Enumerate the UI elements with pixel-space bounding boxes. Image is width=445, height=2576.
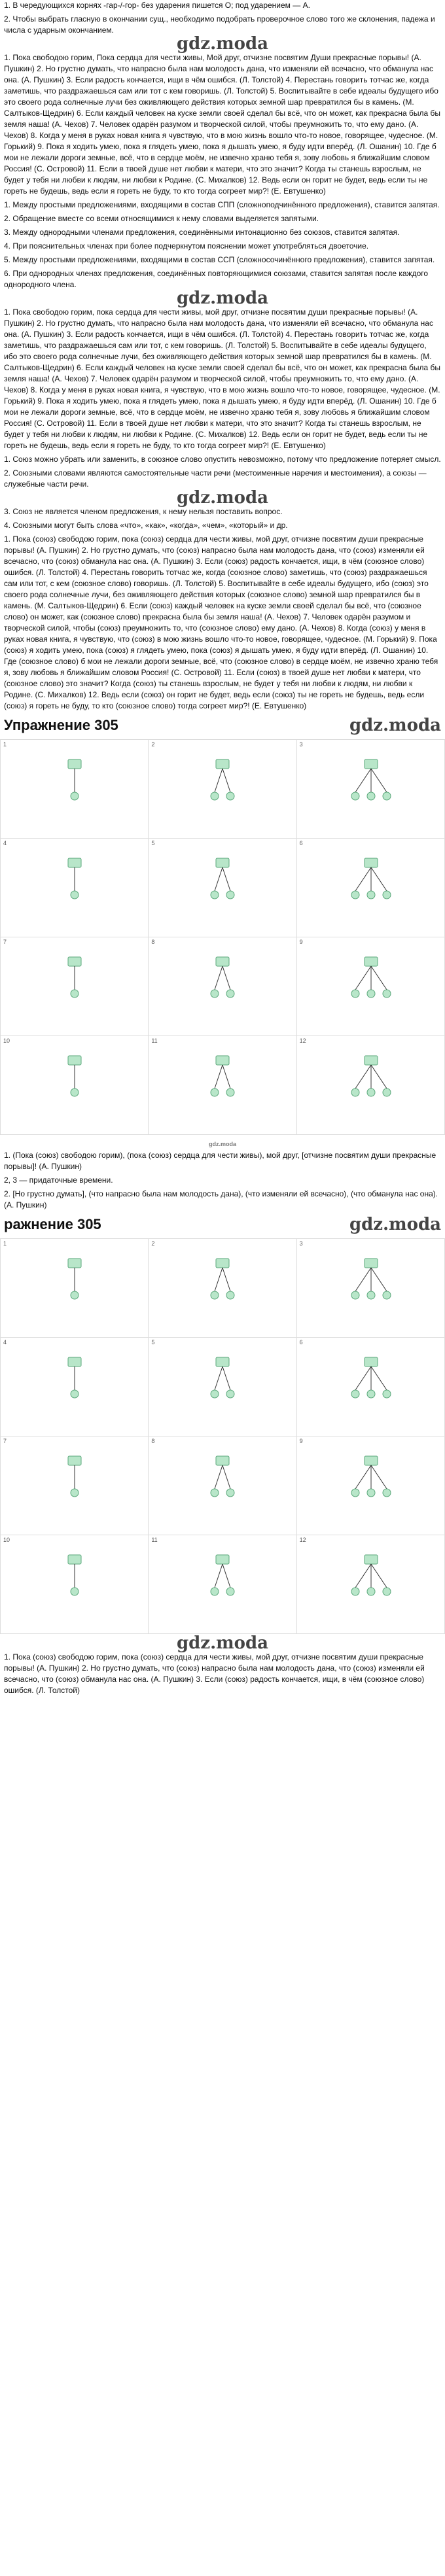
scheme-arrow: [222, 1366, 230, 1390]
scheme-arrow: [355, 966, 371, 990]
diagram-number: 6: [299, 1339, 303, 1346]
main-clause-box: [68, 858, 81, 867]
sentence-scheme-diagram: [1, 740, 149, 838]
scheme-arrow: [355, 867, 371, 891]
diagram-cell: [297, 740, 445, 839]
paragraph: 4. Союзными могут быть слова «что», «как», «когда», «чем», «который» и др.: [4, 521, 288, 530]
section-title: ражнение 305: [4, 1216, 101, 1232]
sentence-scheme-diagram: [149, 1535, 296, 1633]
sentence-scheme-diagram: [297, 740, 445, 838]
scheme-arrow: [215, 1564, 222, 1588]
watermark: gdz.moda: [176, 1633, 269, 1653]
middle-text: [0, 1139, 445, 1211]
sentence-scheme-diagram: [149, 740, 296, 838]
subordinate-clause-circle: [211, 792, 219, 800]
main-clause-box: [68, 1056, 81, 1065]
diagram-cell: [149, 1036, 296, 1135]
diagram-number: 7: [3, 1438, 7, 1444]
sentence-scheme-diagram: [149, 1036, 296, 1134]
main-clause-box: [68, 1456, 81, 1465]
sentence-scheme-diagram: [1, 839, 149, 937]
intro-text: [0, 0, 445, 712]
main-clause-box: [365, 759, 378, 769]
scheme-arrow: [371, 1268, 387, 1291]
diagram-cell: [1, 1338, 149, 1436]
diagram-cell: [149, 937, 296, 1036]
scheme-arrow: [222, 1065, 230, 1088]
sentence-scheme-diagram: [1, 1436, 149, 1535]
subordinate-clause-circle: [71, 1390, 79, 1398]
scheme-arrow: [222, 769, 230, 792]
watermark-small: gdz.moda: [209, 1141, 236, 1147]
main-clause-box: [68, 1555, 81, 1564]
subordinate-clause-circle: [211, 891, 219, 899]
diagram-number: 9: [299, 1438, 303, 1444]
main-clause-box: [68, 1259, 81, 1268]
main-clause-box: [216, 1056, 229, 1065]
subordinate-clause-circle: [226, 1588, 234, 1595]
main-clause-box: [365, 858, 378, 867]
subordinate-clause-circle: [383, 792, 391, 800]
scheme-arrow: [355, 1268, 371, 1291]
main-clause-box: [365, 1456, 378, 1465]
watermark: gdz.moda: [176, 34, 269, 54]
subordinate-clause-circle: [226, 1390, 234, 1398]
main-clause-box: [365, 1357, 378, 1366]
scheme-arrow: [215, 966, 222, 990]
paragraph: 6. При однородных членах предложения, соединённых повторяющимися союзами, ставится запятая после каждого однородного члена.: [4, 269, 429, 289]
paragraph: 1. (Пока (союз) свободою горим), (пока (союз) сердца для чести живы), мой друг, [отчизне посвятим души прекрасные порывы]! (А. Пушкин): [4, 1151, 436, 1171]
diagram-cell: [1, 1535, 149, 1634]
main-clause-box: [365, 1259, 378, 1268]
subordinate-clause-circle: [367, 1489, 375, 1497]
subordinate-clause-circle: [383, 1489, 391, 1497]
subordinate-clause-circle: [351, 891, 359, 899]
diagram-number: 8: [151, 1438, 155, 1444]
sentence-scheme-diagram: [297, 937, 445, 1036]
diagram-number: 12: [299, 1037, 306, 1044]
subordinate-clause-circle: [367, 1390, 375, 1398]
diagram-cell: [1, 839, 149, 937]
subordinate-clause-circle: [367, 891, 375, 899]
scheme-arrow: [215, 867, 222, 891]
paragraph: 1. Пока свободою горим, пока сердца для чести живы, мой друг, отчизне посвятим души прекрасные порывы! (А. Пушкин) 2. Но грустно думать, что напрасно была нам молодость дана, что изменяли ей всечасно, что обманула нас она. (А. Пушкин) 3. Если радость кончается, ищи в чём ошибся. (Л. Толстой) 4. Перестань говорить тотчас же, когда заметишь, что раздражаешься сам или тот, с кем говоришь. (Л. Толстой) 5. Воспитывайте в себе идеалы будущего, ибо это своего рода солнечные лучи, без оживляющего действия которых земной шар превратился бы в камень. (М. Салтыков-Щедрин) 6. Если каждый человек на куске земли своей сделал бы всё, что он может, как прекрасна была бы земля наша! (А. Чехов) 7. Человек одарён разумом и творческой силой, чтобы преумножить то, что ему дано. (А. Чехов) 8. Когда у меня в руках новая книга, я чувствую, что в мою жизнь вошло что-то новое, говорящее, чудесное. (М. Горький) 9. Пока я ходить умею, пока я глядеть умею, пока я дышать умею, я буду идти вперёд. (Л. Ошанин) 10. Где б мои не лежали дороги земные, всё, что в сердце моём, не извечно храню тебя я, зову любовь я ближайшим словом Россия! (С. Островой) 11. Если в твоей душе нет любви к матери, что это значит? Когда ты станешь взрослым, не будет у тебя ни любви к людям, ни любви к Родине. (С. Михалков) 12. Ведь если он горит не будет, ведь если ты не гореть не будешь, ведь если я гореть не буду, то кто тогда согреет мир?! (Е. Евтушенко): [4, 307, 440, 450]
subordinate-clause-circle: [211, 1489, 219, 1497]
scheme-arrow: [371, 966, 387, 990]
scheme-arrow: [215, 769, 222, 792]
diagram-grid: [0, 1238, 445, 1634]
diagram-number: 6: [299, 840, 303, 846]
diagram-number: 7: [3, 939, 7, 945]
section-heading: [0, 716, 445, 735]
paragraph: 1. Союз можно убрать или заменить, в союзное слово опустить невозможно, потому что предложение потеряет смысл.: [4, 455, 441, 464]
subordinate-clause-circle: [71, 792, 79, 800]
subordinate-clause-circle: [226, 990, 234, 998]
subordinate-clause-circle: [71, 1588, 79, 1595]
scheme-arrow: [371, 1465, 387, 1489]
sentence-scheme-diagram: [1, 1338, 149, 1436]
subordinate-clause-circle: [383, 1588, 391, 1595]
section-title: Упражнение 305: [4, 717, 118, 733]
diagram-cell: [149, 1338, 296, 1436]
subordinate-clause-circle: [71, 1088, 79, 1096]
sentence-scheme-diagram: [149, 937, 296, 1036]
scheme-arrow: [222, 1465, 230, 1489]
paragraph: 1. В чередующихся корнях -гар-/-гор- без ударения пишется О; под ударением — А.: [4, 1, 310, 10]
subordinate-clause-circle: [383, 990, 391, 998]
main-clause-box: [365, 1056, 378, 1065]
subordinate-clause-circle: [211, 1588, 219, 1595]
main-clause-box: [216, 1456, 229, 1465]
diagram-number: 1: [3, 741, 7, 748]
sentence-scheme-diagram: [1, 1036, 149, 1134]
scheme-arrow: [222, 867, 230, 891]
diagram-cell: [297, 1436, 445, 1535]
diagram-number: 10: [3, 1537, 10, 1543]
diagram-cell: [1, 1036, 149, 1135]
diagram-number: 10: [3, 1037, 10, 1044]
diagram-cell: [149, 1239, 296, 1338]
subordinate-clause-circle: [71, 891, 79, 899]
subordinate-clause-circle: [226, 891, 234, 899]
sentence-scheme-diagram: [297, 1535, 445, 1633]
scheme-arrow: [371, 769, 387, 792]
main-clause-box: [365, 1555, 378, 1564]
diagram-cell: [149, 740, 296, 839]
diagram-number: 5: [151, 1339, 155, 1346]
main-clause-box: [216, 1357, 229, 1366]
paragraph: 4. При пояснительных членах при более подчеркнутом пояснении может употребляться двоеточие.: [4, 241, 369, 251]
scheme-arrow: [215, 1065, 222, 1088]
scheme-arrow: [215, 1268, 222, 1291]
subordinate-clause-circle: [351, 1088, 359, 1096]
diagram-cell: [297, 937, 445, 1036]
scheme-arrow: [355, 1366, 371, 1390]
subordinate-clause-circle: [226, 792, 234, 800]
subordinate-clause-circle: [383, 1291, 391, 1299]
bottom-text: [0, 1633, 445, 1696]
subordinate-clause-circle: [71, 990, 79, 998]
diagram-number: 11: [151, 1037, 158, 1044]
main-clause-box: [68, 957, 81, 966]
scheme-arrow: [355, 769, 371, 792]
subordinate-clause-circle: [351, 1489, 359, 1497]
main-clause-box: [216, 1555, 229, 1564]
scheme-arrow: [222, 966, 230, 990]
subordinate-clause-circle: [367, 1588, 375, 1595]
sentence-scheme-diagram: [297, 1239, 445, 1337]
diagram-number: 3: [299, 1240, 303, 1247]
paragraph: 1. Пока (союз) свободою горим, пока (союз) сердца для чести живы, мой друг, отчизне посвятим души прекрасные порывы! (А. Пушкин) 2. Но грустно думать, что (союз) напрасно была нам молодость дана, что (союз) изменяли ей всечасно, что (союз) обманула нас она. (А. Пушкин) 3. Если (союз) радость кончается, ищи, в чём (союзное слово) ошибся. (Л. Толстой): [4, 1652, 425, 1695]
diagram-cell: [1, 1239, 149, 1338]
watermark: gdz.moda: [176, 488, 269, 508]
paragraph: 2. Союзными словами являются самостоятельные части речи (местоименные наречия и местоимения), а союзы — служебные части речи.: [4, 468, 427, 489]
diagram-number: 5: [151, 840, 155, 846]
paragraph: 1. Между простыми предложениями, входящими в состав СПП (сложноподчинённого предложения), ставится запятая.: [4, 200, 440, 209]
scheme-arrow: [222, 1564, 230, 1588]
scheme-arrow: [215, 1465, 222, 1489]
main-clause-box: [68, 759, 81, 769]
diagram-cell: [297, 1036, 445, 1135]
sentence-scheme-diagram: [149, 1338, 296, 1436]
subordinate-clause-circle: [351, 1291, 359, 1299]
scheme-arrow: [371, 867, 387, 891]
subordinate-clause-circle: [367, 1291, 375, 1299]
paragraph: 5. Между простыми предложениями, входящими в состав ССП (сложносочинённого предложения), ставится запятая.: [4, 255, 435, 264]
diagram-number: 2: [151, 741, 155, 748]
scheme-arrow: [371, 1564, 387, 1588]
diagram-cell: [149, 1436, 296, 1535]
main-clause-box: [216, 957, 229, 966]
paragraph: 2, 3 — придаточные времени.: [4, 1175, 113, 1185]
diagram-cell: [1, 740, 149, 839]
sentence-scheme-diagram: [297, 1436, 445, 1535]
section-heading: [0, 1215, 445, 1234]
scheme-arrow: [222, 1268, 230, 1291]
subordinate-clause-circle: [211, 1291, 219, 1299]
subordinate-clause-circle: [367, 792, 375, 800]
sentence-scheme-diagram: [1, 1239, 149, 1337]
diagram-number: 4: [3, 1339, 7, 1346]
diagram-number: 3: [299, 741, 303, 748]
main-clause-box: [216, 759, 229, 769]
subordinate-clause-circle: [351, 1390, 359, 1398]
main-clause-box: [216, 858, 229, 867]
diagram-cell: [1, 1436, 149, 1535]
diagram-cell: [297, 839, 445, 937]
subordinate-clause-circle: [71, 1291, 79, 1299]
diagram-cell: [297, 1338, 445, 1436]
main-clause-box: [68, 1357, 81, 1366]
subordinate-clause-circle: [71, 1489, 79, 1497]
main-clause-box: [216, 1259, 229, 1268]
scheme-arrow: [355, 1065, 371, 1088]
paragraph: 2. [Но грустно думать], (что напрасно была нам молодость дана), (что изменяли ей всечасно), (что обманула нас она). (А. Пушкин): [4, 1189, 438, 1210]
subordinate-clause-circle: [211, 1390, 219, 1398]
sentence-scheme-diagram: [297, 1338, 445, 1436]
paragraph: 1. Пока (союз) свободою горим, пока (союз) сердца для чести живы, мой друг, отчизне посвятим души прекрасные порывы! (А. Пушкин) 2. Но грустно думать, что (союз) напрасно была нам молодость дана, что (союз) изменяли ей всечасно, что (союз) обманула нас она. (А. Пушкин) 3. Если (союз) радость кончается, ищи, в чём (союзное слово) ошибся. (Л. Толстой) 4. Перестань говорить тотчас же, когда (союзное слово) заметишь, что (союз) раздражаешься сам или тот, с кем (союзное слово) говоришь. (Л. Толстой) 5. Воспитывайте в себе идеалы будущего, ибо (союз) это своего рода солнечные лучи, без оживляющего действия которых (союзное слово) земной шар превратился бы в камень. (М. Салтыков-Щедрин) 6. Если (союз) каждый человек на куске земли своей сделал бы всё, что (союзное слово) он может, как (союзное слово) прекрасна была бы земля наша! (А. Чехов) 7. Человек одарён разумом и творческой силой, чтобы (союз) преумножить то, что (союзное слово) ему дано. (А. Чехов) 8. Когда (союз) у меня в руках новая книга, я чувствую, что (союз) в мою жизнь вошло что-то новое, говорящее, чудесное. (М. Горький) 9. Пока (союз) я ходить умею, пока (союз) я глядеть умею, пока (союз) я дышать умею, я буду идти вперёд. (Л. Ошанин) 10. Где (союзное слово) б мои не лежали дороги земные, всё, что (союзное слово) в сердце моём, не извечно храню тебя я, зову любовь я ближайшим словом Россия! (С. Островой) 11. Если (союз) в твоей душе нет любви к матери, что (союзное слово) это значит? Когда (союз) ты станешь взрослым, не будет у тебя ни любви к людям, ни любви к Родине. (С. Михалков) 12. Ведь если (союз) он горит не будет, ведь если (союз) ты не гореть не будешь, ведь если (союз) я гореть не буду, то кто (союзное слово) тогда согреет мир?! (Е. Евтушенко): [4, 534, 438, 710]
paragraph: 3. Между однородными членами предложения, соединёнными интонационно без союзов, ставится запятая.: [4, 228, 400, 237]
diagram-cell: [149, 1535, 296, 1634]
diagram-number: 8: [151, 939, 155, 945]
scheme-arrow: [355, 1465, 371, 1489]
watermark: gdz.moda: [349, 716, 441, 735]
diagram-cell: [297, 1239, 445, 1338]
diagram-number: 2: [151, 1240, 155, 1247]
subordinate-clause-circle: [211, 990, 219, 998]
watermark: gdz.moda: [176, 288, 269, 308]
sentence-scheme-diagram: [297, 839, 445, 937]
diagram-number: 11: [151, 1537, 158, 1543]
diagram-number: 1: [3, 1240, 7, 1247]
diagram-cell: [1, 937, 149, 1036]
diagram-number: 4: [3, 840, 7, 846]
subordinate-clause-circle: [351, 990, 359, 998]
subordinate-clause-circle: [383, 1390, 391, 1398]
subordinate-clause-circle: [351, 1588, 359, 1595]
scheme-arrow: [215, 1366, 222, 1390]
subordinate-clause-circle: [383, 891, 391, 899]
scheme-arrow: [371, 1065, 387, 1088]
watermark: gdz.moda: [349, 1215, 441, 1234]
sentence-scheme-diagram: [149, 1239, 296, 1337]
diagram-cell: [297, 1535, 445, 1634]
sentence-scheme-diagram: [149, 839, 296, 937]
paragraph: 3. Союз не является членом предложения, к нему нельзя поставить вопрос.: [4, 507, 283, 516]
subordinate-clause-circle: [351, 792, 359, 800]
paragraph: 2. Обращение вместе со всеми относящимися к нему словами выделяется запятыми.: [4, 214, 319, 223]
diagram-number: 12: [299, 1537, 306, 1543]
subordinate-clause-circle: [367, 990, 375, 998]
subordinate-clause-circle: [226, 1489, 234, 1497]
diagram-grid: [0, 739, 445, 1135]
diagram-cell: [149, 839, 296, 937]
paragraph: 2. Чтобы выбрать гласную в окончании сущ., необходимо подобрать проверочное слово того же склонения, падежа и числа с ударным окончанием.: [4, 14, 435, 35]
sentence-scheme-diagram: [297, 1036, 445, 1134]
subordinate-clause-circle: [383, 1088, 391, 1096]
subordinate-clause-circle: [226, 1291, 234, 1299]
sentence-scheme-diagram: [1, 937, 149, 1036]
paragraph: 1. Пока свободою горим, Пока сердца для чести живы, Мой друг, отчизне посвятим Души прекрасные порывы! (А. Пушкин) 2. Но грустно думать, что напрасно была нам молодость дана, что изменяли ей всечасно, что обманула нас она. (А. Пушкин) 3. Если радость кончается, ищи в чём ошибся. (Л. Толстой) 4. Перестань говорить тотчас же, когда заметишь, что раздражаешься сам или тот с кем говоришь. (Л. Толстой) 5. Воспитывайте в себе идеалы будущего ибо это своего рода солнечные лучи без оживляющего действия которых земной шар превратился бы в камень. (М. Салтыков-Щедрин) 6. Если каждый человек на куске земли своей сделал бы всё, что он может, как прекрасна была бы земля наша! (А. Чехов) 7. Человек одарён разумом и творческой силой, чтобы преумножить то, что ему дано. (А. Чехов) 8. Когда у меня в руках новая книга я чувствую, что в мою жизнь вошло что-то новое, говорящее, чудесное. (М. Горький) 9. Пока я ходить умею, пока я глядеть умею, пока я дышать умею, я буду идти вперёд. (Л. Ошанин) 10. Где б мои не лежали дороги земные, всё, что в сердце моём, не извечно храню тебя я, зову любовь я ближайшим словом Россия! (С. Островой) 11. Если в твоей душе нет любви к матери, что это значит? Когда ты станешь взрослым, не будет у тебя ни любви к людям, ни любви к Родине. (С. Михалков) 12. Ведь если он горит не будет, ведь если ты не гореть не будешь, ведь если я гореть не буду, то кто тогда согреет мир?! (Е. Евтушенко): [4, 53, 440, 196]
sentence-scheme-diagram: [1, 1535, 149, 1633]
sentence-scheme-diagram: [149, 1436, 296, 1535]
subordinate-clause-circle: [226, 1088, 234, 1096]
scheme-arrow: [371, 1366, 387, 1390]
diagram-number: 9: [299, 939, 303, 945]
main-clause-box: [365, 957, 378, 966]
scheme-arrow: [355, 1564, 371, 1588]
subordinate-clause-circle: [211, 1088, 219, 1096]
subordinate-clause-circle: [367, 1088, 375, 1096]
